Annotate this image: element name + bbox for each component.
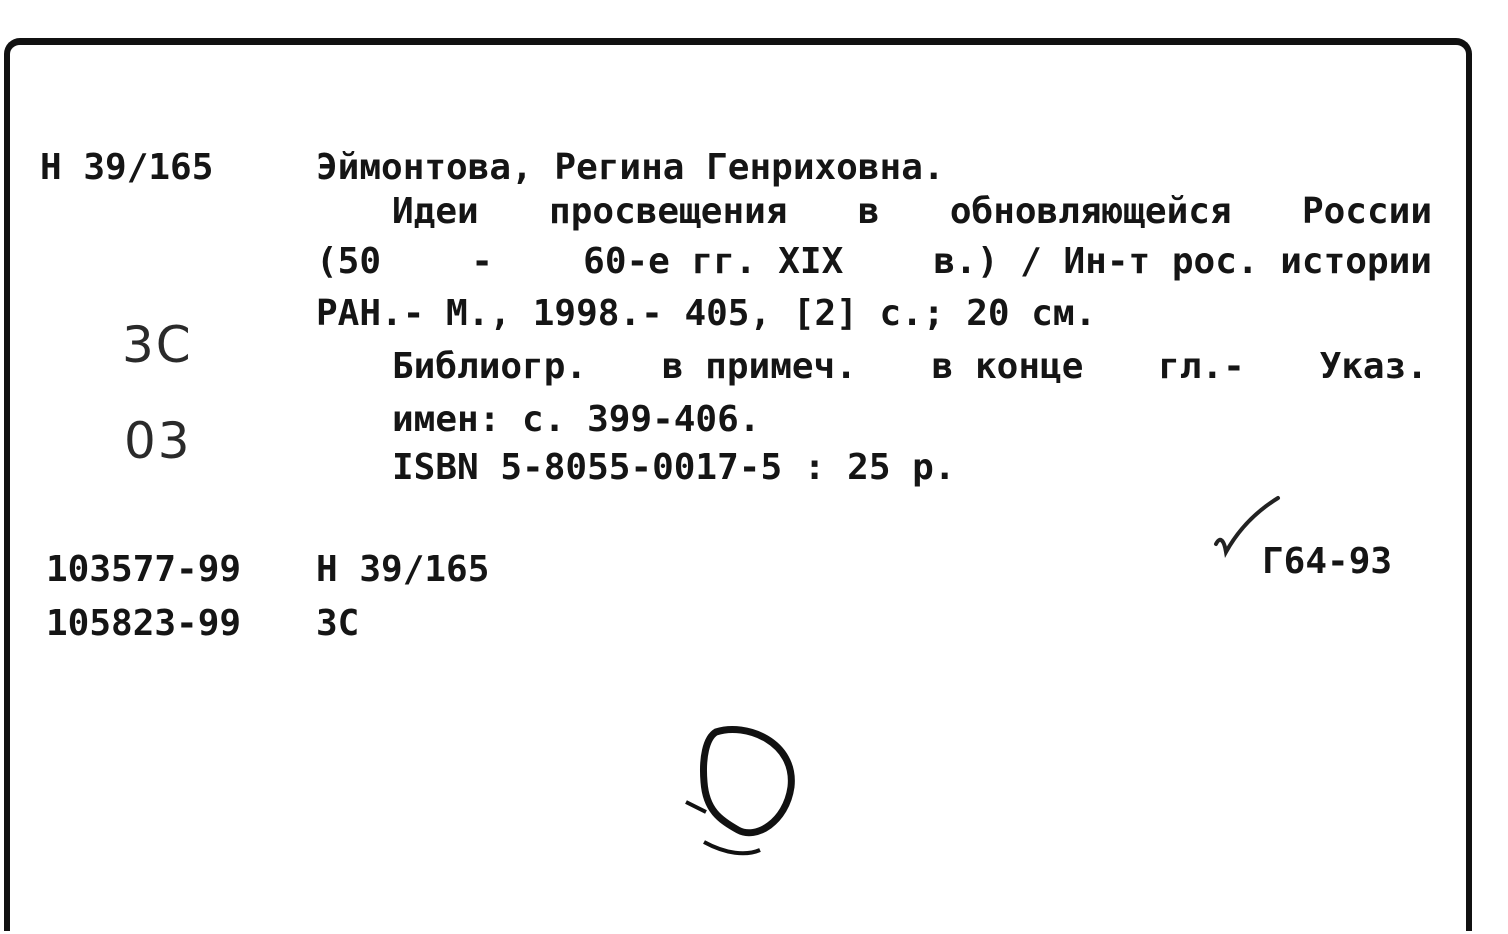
publication-line: РАН.- М., 1998.- 405, [2] с.; 20 см. bbox=[316, 293, 1097, 334]
notes-line-2: имен: с. 399-406. bbox=[392, 399, 761, 440]
author-heading: Эймонтова, Регина Генриховна. bbox=[316, 147, 945, 188]
title-line-1: Идеи просвещения в обновляющейся России bbox=[392, 191, 1432, 232]
record-number-2: 105823-99 bbox=[46, 603, 242, 644]
record-number-1: 103577-99 bbox=[46, 549, 242, 590]
call-number: Н 39/165 bbox=[40, 147, 214, 188]
record-location-1: Н 39/165 bbox=[316, 549, 490, 590]
notes-line-1: Библиогр. в примеч. в конце гл.- Указ. bbox=[392, 346, 1428, 387]
punch-hole-icon bbox=[676, 722, 806, 862]
isbn-line: ISBN 5-8055-0017-5 : 25 р. bbox=[392, 447, 956, 488]
title-line-2: (50 - 60-е гг. XIX в.) / Ин-т рос. истории bbox=[316, 241, 1432, 282]
handwritten-code-1: 3С bbox=[122, 316, 193, 374]
record-location-2: ЗС bbox=[316, 603, 360, 644]
classification-code: Г64-93 bbox=[1262, 541, 1393, 582]
checkmark-icon bbox=[1212, 496, 1282, 566]
handwritten-code-2: 03 bbox=[124, 412, 192, 470]
